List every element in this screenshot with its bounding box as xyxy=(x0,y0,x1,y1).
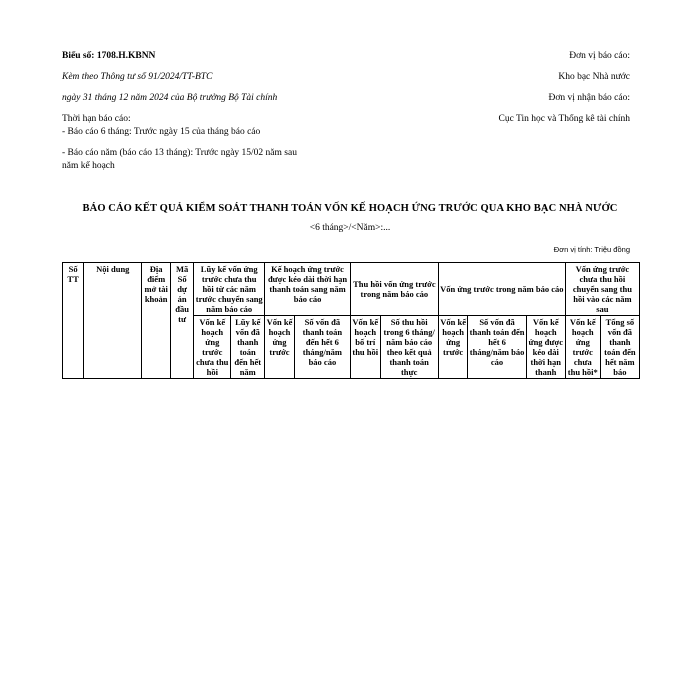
sub-col-5: Vốn kế hoạch bố trí thu hồi xyxy=(350,316,380,379)
report-title: BÁO CÁO KẾT QUẢ KIỂM SOÁT THANH TOÁN VỐN KẾ HOẠCH ỨNG TRƯỚC QUA KHO BẠC NHÀ NƯỚC xyxy=(82,203,618,214)
deadline-title: Thời hạn báo cáo: xyxy=(62,114,131,124)
receiving-unit: Cục Tin học và Thống kê tài chính xyxy=(498,114,630,124)
report-table xyxy=(62,262,640,379)
sub-col-10: Vốn kế hoạch ứng trước chưa thu hồi* xyxy=(565,316,600,379)
group-in-year: Vốn ứng trước trong năm báo cáo xyxy=(438,263,565,316)
receiving-unit-label: Đơn vị nhận báo cáo: xyxy=(548,93,630,103)
group-recovered: Thu hồi vốn ứng trước trong năm báo cáo xyxy=(350,263,438,316)
deadline-year-cont: năm kế hoạch xyxy=(62,161,115,171)
sub-col-11: Tổng số vốn đã thanh toán đến hết năm báo xyxy=(600,316,639,379)
sub-col-6: Số thu hồi trong 6 tháng/ năm báo cáo theo kết quả thanh toán thực xyxy=(380,316,438,379)
sub-col-9: Vốn kế hoạch ứng được kéo dài thời hạn thanh xyxy=(526,316,565,379)
circular-date: ngày 31 tháng 12 năm 2024 của Bộ trưởng Bộ Tài chính xyxy=(62,93,278,103)
group-extended: Kế hoạch ứng trước được kéo dài thời hạn thanh toán sang năm báo cáo xyxy=(265,263,351,316)
form-info xyxy=(62,50,352,173)
report-period: <6 tháng>/<Năm>:... xyxy=(309,223,391,233)
deadline-year: - Báo cáo năm (báo cáo 13 tháng): Trước ngày 15/02 năm sau xyxy=(62,148,297,158)
col-project-code: Mã Số dự án đầu tư xyxy=(170,263,193,379)
col-bank-location: Địa điểm mở tài khoản xyxy=(142,263,171,379)
form-code: Biểu số: 1708.H.KBNN xyxy=(62,51,156,61)
group-cumulative: Lũy kế vốn ứng trước chưa thu hồi từ các năm trước chuyển sang năm báo cáo xyxy=(195,264,263,314)
deadline-6-months: - Báo cáo 6 tháng: Trước ngày 15 của tháng báo cáo xyxy=(62,127,261,137)
unit-info xyxy=(380,50,630,126)
group-remaining: Vốn ứng trước chưa thu hồi chuyển sang thu hồi vào các năm sau xyxy=(565,263,639,316)
col-stt: Số TT xyxy=(63,263,84,379)
reporting-unit-label: Đơn vị báo cáo: xyxy=(569,51,630,61)
currency-unit: Đơn vị tính: Triệu đồng xyxy=(553,245,630,254)
sub-col-8: Số vốn đã thanh toán đến hết 6 tháng/năm báo cáo xyxy=(468,316,526,379)
circular-ref: Kèm theo Thông tư số 91/2024/TT-BTC xyxy=(62,72,213,82)
sub-col-3: Vốn kế hoạch ứng trước xyxy=(265,316,295,379)
sub-col-4: Số vốn đã thanh toán đến hết 6 tháng/năm báo cáo xyxy=(294,316,350,379)
reporting-unit: Kho bạc Nhà nước xyxy=(558,72,630,82)
sub-col-7: Vốn kế hoạch ứng trước xyxy=(438,316,468,379)
sub-col-1: Vốn kế hoạch ứng trước chưa thu hồi xyxy=(194,316,231,379)
col-content: Nội dung xyxy=(84,263,142,379)
sub-col-2: Lũy kế vốn đã thanh toán đến hết năm xyxy=(231,316,265,379)
